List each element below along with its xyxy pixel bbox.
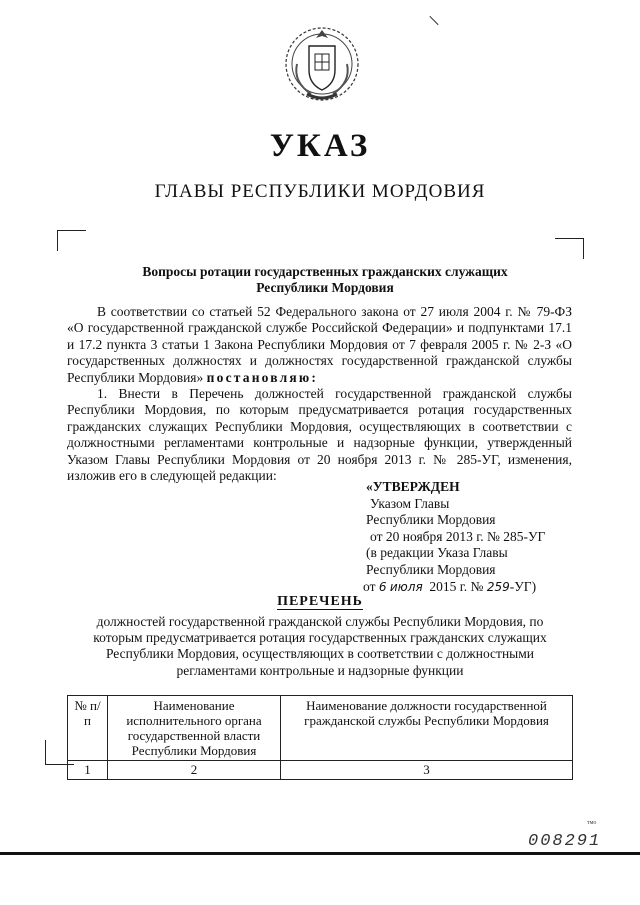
approved-day-handwritten: 6 <box>378 579 387 594</box>
approved-date-prefix: от <box>363 578 376 594</box>
table-cell: 1 <box>68 761 108 780</box>
heading-line-1: Вопросы ротации государственных гражданских служащих <box>142 264 508 279</box>
approved-year: 2015 г. № <box>429 578 484 594</box>
approval-stamp-block <box>363 479 606 595</box>
decree-heading <box>110 264 540 296</box>
document-subtitle: ГЛАВЫ РЕСПУБЛИКИ МОРДОВИЯ <box>154 181 486 202</box>
preamble-paragraph <box>67 304 572 386</box>
serial-number: 008291 <box>528 832 602 851</box>
decree-word: постановляю: <box>206 369 319 385</box>
positions-table <box>67 695 573 780</box>
address-corner-right <box>555 238 584 259</box>
table-cell: 3 <box>281 761 573 780</box>
list-title <box>0 594 640 610</box>
approved-month-handwritten: июля <box>389 579 423 594</box>
table-header-number: № п/п <box>68 696 108 761</box>
margin-bracket <box>45 740 74 765</box>
coat-of-arms-emblem <box>283 24 361 104</box>
table-cell: 2 <box>108 761 281 780</box>
table-header-position: Наименование должности государственной гражданской службы Республики Мордовия <box>281 696 573 761</box>
table-row <box>68 761 573 780</box>
approved-line-3: Республики Мордовия <box>366 512 496 528</box>
approved-line-2: Указом Главы <box>370 495 450 511</box>
list-description: должностей государственной гражданской службы Республики Мордовия, по которым предусматривается ротация государственных гражданских служащих Республики Мордовия, осуществляющих в соответствии с должностными регламентами контрольные и надзорные функции <box>93 614 547 678</box>
approved-line-1: «УТВЕРЖДЕН <box>366 479 460 494</box>
table-header-row <box>68 696 573 761</box>
document-title: УКАЗ <box>269 128 371 164</box>
approved-line-4: от 20 ноября 2013 г. № 285-УГ <box>370 528 546 544</box>
clause-1-paragraph: 1. Внести в Перечень должностей государственной гражданской службы Республики Мордовия, по которым предусматривается ротация государственных гражданских служащих Республики Мордовия, осуществляющих в соответствии с должностными регламентами контрольные и надзорные функции, утвержденный Указом Главы Республики Мордовия от 20 ноября 2013 г. № 285-УГ, изменения, изложив его в следующей редакции: <box>67 386 572 484</box>
table-header-authority: Наименование исполнительного органа государственной власти Республики Мордовия <box>108 696 281 761</box>
approved-line-7 <box>363 579 606 596</box>
stray-mark <box>429 16 438 25</box>
footer-mark: тмо <box>587 820 597 826</box>
approved-number-handwritten: 259 <box>486 579 510 594</box>
preamble-text: В соответствии со статьей 52 Федерального закона от 27 июля 2004 г. № 79-ФЗ «О государственной гражданской службе Российской Федерации» и подпунктами 17.1 и 17.2 пункта 3 статьи 1 Закона Республики Мордовия от 7 февраля 2005 г. № 2-З «О государственных должностях и должностях государственной гражданской службы Республики Мордовия» <box>67 304 572 385</box>
approved-line-5: (в редакции Указа Главы <box>366 545 508 561</box>
bottom-rule <box>0 852 640 855</box>
heading-line-2: Республики Мордовия <box>256 280 394 295</box>
approved-line-6: Республики Мордовия <box>366 561 496 577</box>
address-corner-left <box>57 230 86 251</box>
approved-suffix: -УГ) <box>509 578 537 594</box>
list-title-text: ПЕРЕЧЕНЬ <box>277 594 363 609</box>
